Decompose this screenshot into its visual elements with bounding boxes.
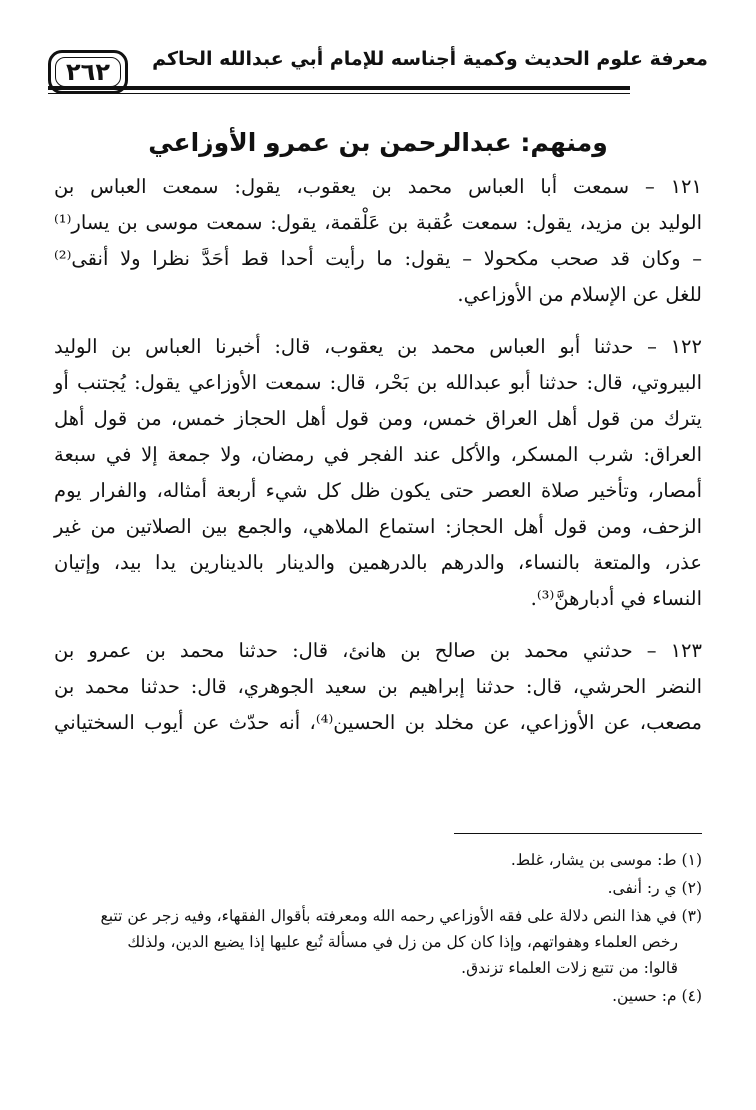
footnote-continuation: قالوا: من تتبع زلات العلماء تزندق. xyxy=(461,959,678,977)
body-line: ١٢٢ – حدثنا أبو العباس محمد بن يعقوب، قال: أخبرنا العباس بن الوليد xyxy=(54,335,702,358)
body-line: العراق: شرب المسكر، والأكل عند الفجر في رمضان، ولا جمعة إلا في سبعة xyxy=(54,443,702,466)
header-rule xyxy=(48,86,630,90)
section-heading: ومنهم: عبدالرحمن بن عمرو الأوزاعي xyxy=(148,128,608,157)
body-line: الوليد بن مزيد، يقول: سمعت عُقبة بن عَلْقمة، يقول: سمعت موسى بن يسار⁽¹⁾ xyxy=(54,211,702,234)
body-line: عذر، والمتعة بالنساء، والدرهم بالدرهمين والدينار بالدينارين يدا بيد، وإتيان xyxy=(54,551,702,574)
footnote: (٤) م: حسين. xyxy=(612,987,702,1005)
footnote-separator xyxy=(454,833,702,834)
body-line: ١٢٣ – حدثني محمد بن صالح بن هانئ، قال: حدثنا محمد بن عمرو بن xyxy=(54,639,702,662)
body-line: النساء في أدبارهنَّ⁽³⁾. xyxy=(530,587,702,610)
body-line: الزحف، ومن قول أهل الحجاز: استماع الملاهي، والجمع بين الصلاتين من غير xyxy=(54,515,702,538)
running-title: معرفة علوم الحديث وكمية أجناسه للإمام أبي عبدالله الحاكم xyxy=(152,48,708,70)
body-line: النضر الحرشي، قال: حدثنا إبراهيم بن سعيد الجوهري، قال: حدثنا محمد بن xyxy=(54,675,702,698)
footnote: (٣) في هذا النص دلالة على فقه الأوزاعي رحمه الله ومعرفته بأقوال الفقهاء، وفيه زجر عن تتبع xyxy=(100,907,702,925)
page-number-text: ٢٦٢ xyxy=(66,58,110,86)
body-line: مصعب، عن الأوزاعي، عن مخلد بن الحسين⁽⁴⁾، أنه حدّث عن أيوب السختياني xyxy=(54,711,702,734)
body-line: يترك من قول أهل العراق خمس، ومن قول أهل الحجاز خمس، من قول أهل xyxy=(54,407,702,430)
body-line: أمصار، وتأخير صلاة العصر حتى يكون ظل كل شيء أربعة أمثاله، والفرار يوم xyxy=(54,479,702,502)
footnote: (٢) ي ر: أنفى. xyxy=(607,879,702,897)
footnote: (١) ط: موسى بن يشار، غلط. xyxy=(510,851,702,869)
body-line: البيروتي، قال: حدثنا أبو عبدالله بن بَحْر، قال: سمعت الأوزاعي يقول: يُجتنب أو xyxy=(54,371,702,394)
body-line: ١٢١ – سمعت أبا العباس محمد بن يعقوب، يقول: سمعت العباس بن xyxy=(54,175,702,198)
footnote-continuation: رخص العلماء وهفواتهم، وإذا كان كل من زل في مسألة تُبع عليها إذا يضيع الدين، ولذلك xyxy=(127,933,678,951)
body-line: – وكان قد صحب مكحولا – يقول: ما رأيت أحدا قط أحَدَّ نظرا ولا أنقى⁽²⁾ xyxy=(54,247,702,270)
header-rule-thin xyxy=(48,93,630,94)
body-line: للغل عن الإسلام من الأوزاعي. xyxy=(457,283,702,306)
